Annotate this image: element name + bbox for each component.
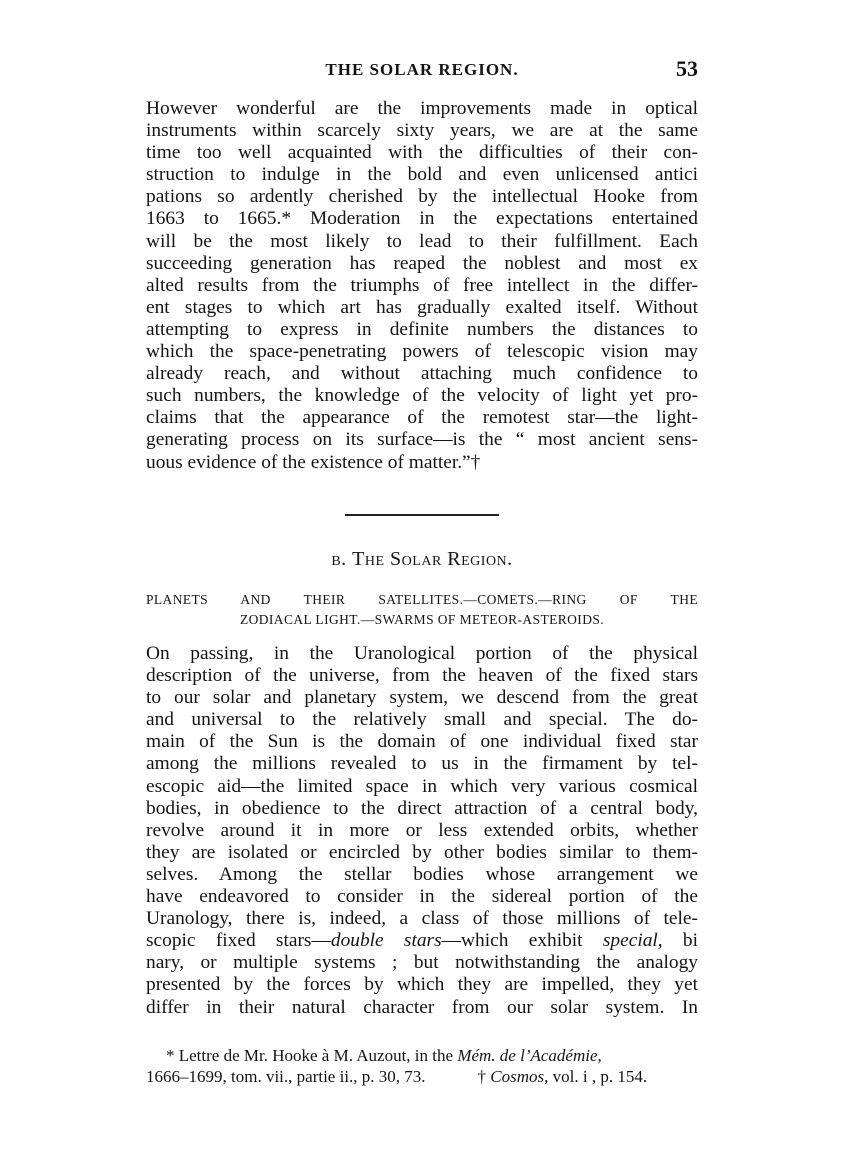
footnote-1: [146, 1045, 698, 1066]
page-number: 53: [676, 56, 698, 81]
running-header: [146, 56, 698, 88]
paragraph-2: [146, 643, 698, 1019]
text-line: revolve around it in more or less extended orbits, whether: [146, 819, 698, 841]
subheading-line: PLANETS AND THEIR SATELLITES.—COMETS.—RING OF THE: [146, 592, 698, 607]
footnote-italic: Mém. de l’Académie,: [457, 1046, 602, 1065]
text-line: 1663 to 1665.* Moderation in the expectations entertained: [146, 208, 698, 230]
italic-run: special,: [602, 930, 663, 952]
text-line: presented by the forces by which they are impelled, they yet: [146, 974, 698, 996]
text-run: —which exhibit: [441, 930, 603, 952]
text-line: alted results from the triumphs of free intellect in the differ-: [146, 274, 698, 296]
text-line: escopic aid—the limited space in which very various cosmical: [146, 775, 698, 797]
italic-run: double stars: [330, 930, 442, 952]
text-line: uous evidence of the existence of matter.”†: [146, 451, 481, 473]
text-line: have endeavored to consider in the sidereal portion of the: [146, 886, 698, 908]
running-title: THE SOLAR REGION.: [325, 60, 519, 79]
text-line: already reach, and without attaching much confidence to: [146, 363, 698, 385]
text-line: instruments within scarcely sixty years, we are at the same: [146, 120, 698, 142]
text-line: ent stages to which art has gradually exalted itself. Without: [146, 296, 698, 318]
text-line: On passing, in the Uranological portion of the physical: [146, 643, 698, 664]
section-heading: β. The Solar Region.: [331, 548, 513, 570]
text-line: which the space-penetrating powers of telescopic vision may: [146, 341, 698, 363]
text-line: selves. Among the stellar bodies whose arrangement we: [146, 863, 698, 885]
text-line-mixed: [146, 930, 698, 952]
text-line: pations so ardently cherished by the intellectual Hooke from: [146, 186, 698, 208]
text-line: will be the most likely to lead to their fulfillment. Each: [146, 230, 698, 252]
text-line: and universal to the relatively small and special. The do-: [146, 709, 698, 731]
text-line: Uranology, there is, indeed, a class of those millions of tele-: [146, 908, 698, 930]
text-line: generating process on its surface—is the “ most ancient sens-: [146, 429, 698, 451]
text-line: time too well acquainted with the difficulties of their con-: [146, 142, 698, 164]
footnote-2: [146, 1066, 698, 1087]
text-line: struction to indulge in the bold and even unlicensed antici: [146, 164, 698, 186]
paragraph-1: [146, 98, 698, 474]
text-line: succeeding generation has reaped the noblest and most ex: [146, 252, 698, 274]
footnote-text: 1666–1699, tom. vii., partie ii., p. 30, 73.: [146, 1067, 426, 1086]
text-line: description of the universe, from the heaven of the fixed stars: [146, 665, 698, 687]
text-line: However wonderful are the improvements made in optical: [146, 98, 698, 119]
text-line: differ in their natural character from our solar system. In: [146, 996, 698, 1018]
text-line: such numbers, the knowledge of the velocity of light yet pro-: [146, 385, 698, 407]
text-line: they are isolated or encircled by other bodies similar to them-: [146, 841, 698, 863]
section-subheading: [146, 590, 698, 630]
subheading-line: ZODIACAL LIGHT.—SWARMS OF METEOR-ASTEROIDS.: [239, 612, 605, 627]
footnote-dagger: †: [477, 1067, 491, 1086]
text-line: nary, or multiple systems ; but notwithstanding the analogy: [146, 952, 698, 974]
text-line: bodies, in obedience to the direct attraction of a central body,: [146, 797, 698, 819]
text-line: main of the Sun is the domain of one individual fixed star: [146, 731, 698, 753]
footnote-text: vol. i , p. 154.: [548, 1067, 648, 1086]
text-run: scopic fixed stars—: [146, 930, 331, 952]
text-line: claims that the appearance of the remotest star—the light-: [146, 407, 698, 429]
text-line: attempting to express in definite numbers the distances to: [146, 318, 698, 340]
text-line: to our solar and planetary system, we descend from the great: [146, 687, 698, 709]
footnote-italic: Cosmos,: [490, 1067, 549, 1086]
section-divider: [345, 514, 499, 516]
text-line: among the millions revealed to us in the firmament by tel-: [146, 753, 698, 775]
footnote-text: * Lettre de Mr. Hooke à M. Auzout, in the: [166, 1046, 458, 1065]
footnotes: [146, 1045, 698, 1087]
text-run: bi: [662, 930, 699, 952]
